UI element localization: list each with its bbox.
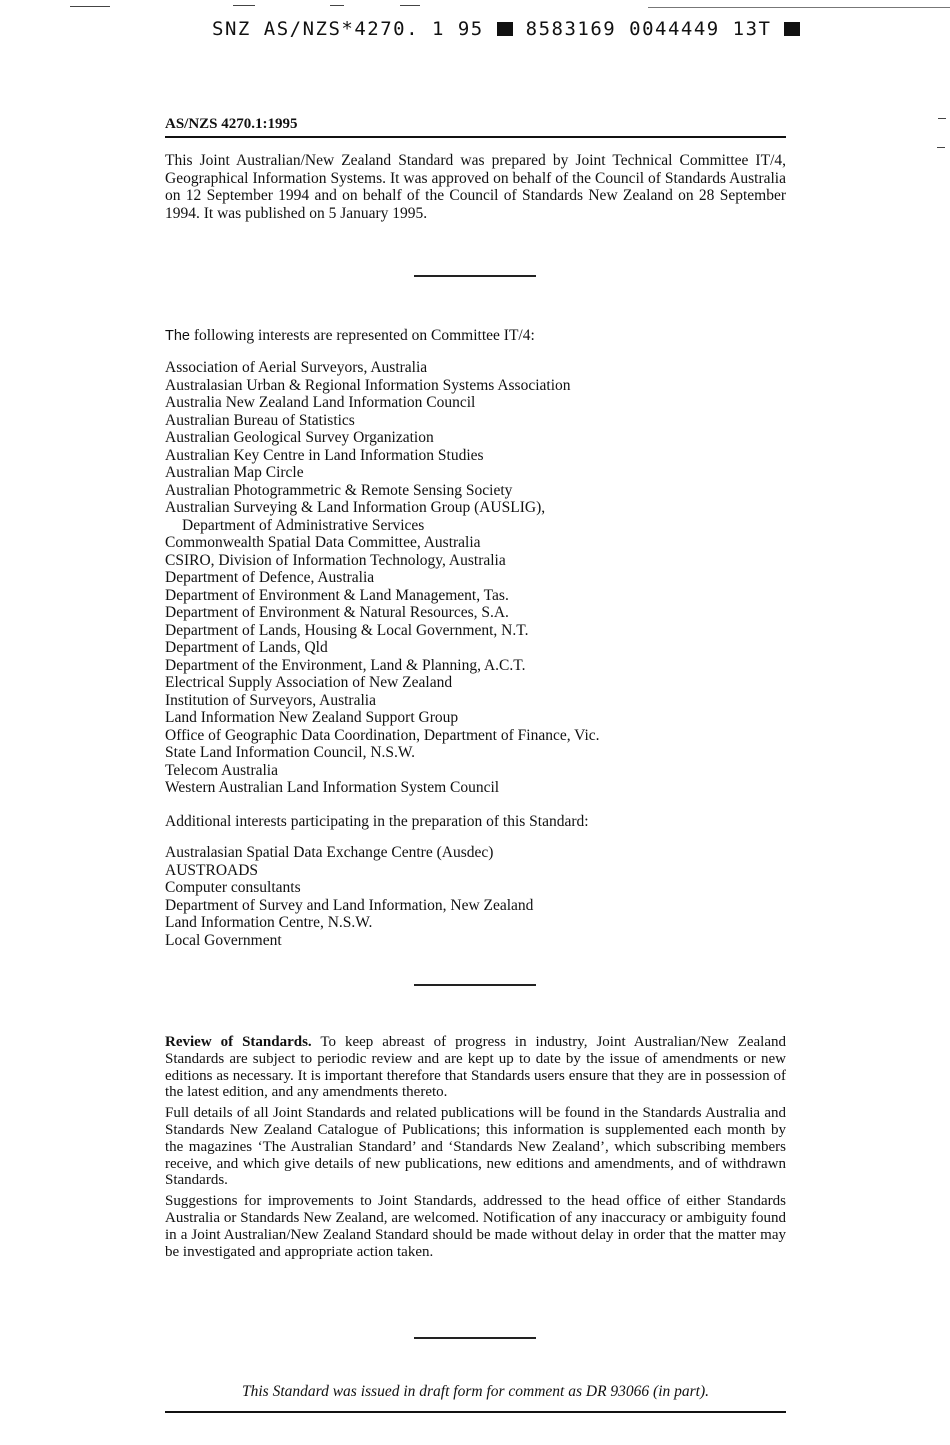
list-item: Department of Administrative Services [182, 516, 425, 534]
draft-note: This Standard was issued in draft form for comment as DR 93066 (in part). [241, 1383, 710, 1400]
review-paragraph-1 [165, 1034, 786, 1101]
list-item: Australian Geological Survey Organization [165, 429, 434, 446]
list-item: Land Information New Zealand Support Group [165, 709, 459, 726]
list-item: Australian Bureau of Statistics [165, 411, 355, 429]
scan-tick [400, 5, 420, 6]
list-item: Australasian Urban & Regional Information Systems Association [165, 376, 571, 394]
header-code-numbers: 8583169 0044449 13T [525, 18, 772, 40]
list-item: Land Information Centre, N.S.W. [165, 914, 373, 931]
scan-tick [937, 147, 945, 148]
list-item: Department of Environment & Land Management, Tas. [165, 586, 509, 604]
list-item: Department of Lands, Housing & Local Government, N.T. [165, 621, 529, 639]
additional-heading: Additional interests participating in the preparation of this Standard: [165, 813, 589, 830]
section-divider [414, 1337, 536, 1339]
document-id: AS/NZS 4270.1:1995 [165, 116, 298, 132]
committee-members-list [165, 359, 786, 797]
list-item: Institution of Surveyors, Australia [165, 691, 376, 709]
list-item: State Land Information Council, N.S.W. [165, 744, 415, 761]
list-item: Australian Key Centre in Land Information Studies [165, 446, 484, 464]
committee-heading-text: following interests are represented on Committee IT/4: [190, 327, 535, 344]
review-paragraph-1-text: To keep abreast of progress in industry, Joint Australian/New Zealand Standards are subject to periodic review and are kept up to date by the issue of amendments or new editions as necessary. It is important therefore that Standards users ensure that they are in possession of the latest edition, and any amendments thereto. [165, 1034, 786, 1101]
black-block-mark [497, 22, 513, 36]
scan-tick [938, 118, 946, 119]
review-section [165, 1034, 786, 1264]
list-item: Computer consultants [165, 879, 301, 896]
committee-heading-lead: The [165, 328, 190, 344]
list-item: Electrical Supply Association of New Zealand [165, 674, 453, 691]
scan-top-line [648, 7, 950, 8]
footer-rule [165, 1411, 786, 1413]
section-divider [414, 984, 536, 986]
list-item: Department of the Environment, Land & Planning, A.C.T. [165, 656, 526, 674]
list-item: Department of Environment & Natural Resources, S.A. [165, 604, 509, 621]
list-item: Australian Photogrammetric & Remote Sensing Society [165, 481, 513, 499]
header-code-text: SNZ AS/NZS*4270. 1 95 [212, 18, 484, 40]
section-divider [414, 275, 536, 277]
scan-tick [330, 5, 344, 6]
scan-tick [70, 6, 110, 7]
list-item: Australian Map Circle [165, 464, 304, 481]
list-item: CSIRO, Division of Information Technology, Australia [165, 551, 506, 569]
list-item: Commonwealth Spatial Data Committee, Australia [165, 534, 481, 551]
list-item: Australasian Spatial Data Exchange Centre (Ausdec) [165, 844, 494, 861]
list-item: Department of Survey and Land Information, New Zealand [165, 896, 534, 914]
scan-tick [233, 5, 255, 6]
list-item: Department of Lands, Qld [165, 639, 328, 656]
committee-heading [165, 327, 786, 346]
list-item: Australian Surveying & Land Information Group (AUSLIG), [165, 499, 546, 516]
list-item: Western Australian Land Information System Council [165, 779, 500, 796]
list-item: Office of Geographic Data Coordination, Department of Finance, Vic. [165, 726, 600, 744]
list-item: Association of Aerial Surveyors, Australia [165, 359, 428, 376]
list-item: Australia New Zealand Land Information Council [165, 394, 476, 411]
list-item: Department of Defence, Australia [165, 569, 375, 586]
list-item: Local Government [165, 931, 282, 949]
intro-paragraph: This Joint Australian/New Zealand Standard was prepared by Joint Technical Committee IT/4, Geographical Information Systems. It was approved on behalf of the Council of Standards Australia on 12 September 1994 and on behalf of the Council of Standards New Zealand on 28 September 1994. It was published on 5 January 1995. [165, 152, 786, 222]
list-item: AUSTROADS [165, 861, 259, 879]
review-paragraph-3: Suggestions for improvements to Joint Standards, addressed to the head office of either Standards Australia or Standards New Zealand, are welcomed. Notification of any inaccuracy or ambiguity found in a Joint Australian/New Zealand Standard should be made without delay in order that the matter may be investigated and appropriate action taken. [165, 1193, 786, 1260]
scan-header-code [212, 18, 812, 40]
review-title: Review of Standards. [165, 1034, 312, 1050]
review-paragraph-2: Full details of all Joint Standards and related publications will be found in the Standards Australia and Standards New Zealand Catalogue of Publications; this information is supplemented each month by the magazines ‘The Australian Standard’ and ‘Standards New Zealand’, which subscribing members receive, and which give details of new publications, new editions and amendments, and of withdrawn Standards. [165, 1105, 786, 1189]
additional-interests-list [165, 844, 786, 949]
black-block-mark [784, 22, 800, 36]
heading-rule [165, 136, 786, 138]
list-item: Telecom Australia [165, 761, 278, 779]
